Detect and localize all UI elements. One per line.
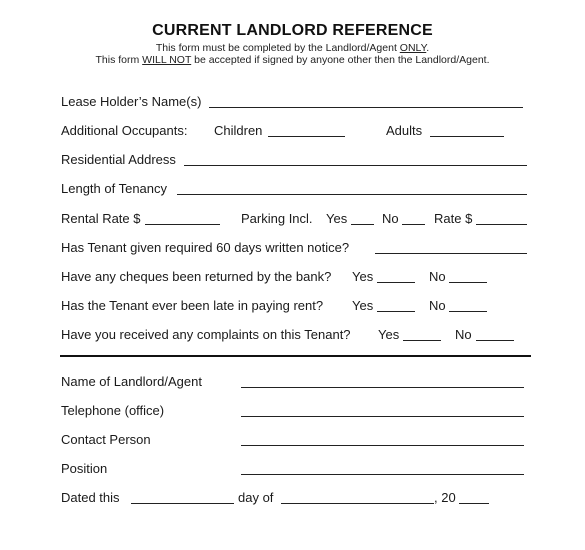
complaints-no-label: No <box>455 327 472 342</box>
lease-holder-field[interactable] <box>209 94 523 108</box>
complaints-no-line <box>476 340 514 341</box>
late-rent-question-label: Has the Tenant ever been late in paying rent? <box>61 298 324 313</box>
cheques-no-line <box>449 282 487 283</box>
complaints-yes-field[interactable] <box>403 327 441 341</box>
year-prefix-label: , 20 <box>434 490 456 505</box>
position-line <box>241 474 524 475</box>
parking-no-line <box>402 224 425 225</box>
parking-yes-line <box>351 224 374 225</box>
complaints-no-field[interactable] <box>476 327 514 341</box>
adults-label: Adults <box>386 123 423 138</box>
children-label: Children <box>214 123 263 138</box>
landlord-name-line <box>241 387 524 388</box>
row-position <box>0 461 585 477</box>
dated-year-line <box>459 503 489 504</box>
additional-occupants-label: Additional Occupants: <box>61 123 188 138</box>
form-title: CURRENT LANDLORD REFERENCE <box>152 22 433 39</box>
late-yes-label: Yes <box>352 298 374 313</box>
contact-person-field[interactable] <box>241 432 524 446</box>
row-dated <box>0 490 585 506</box>
row-residential-address <box>0 152 585 168</box>
rental-rate-field[interactable] <box>145 211 220 225</box>
dated-month-field[interactable] <box>281 490 434 504</box>
instruction-1-text: This form must be completed by the Landlord/Agent <box>155 42 400 54</box>
late-yes-line <box>377 311 415 312</box>
parking-rate-field[interactable] <box>476 211 527 225</box>
cheques-yes-line <box>377 282 415 283</box>
row-lease-holder <box>0 94 585 110</box>
row-complaints <box>0 327 585 343</box>
form-instruction-2 <box>0 54 585 66</box>
parking-no-field[interactable] <box>402 211 425 225</box>
parking-rate-line <box>476 224 527 225</box>
row-cheques <box>0 269 585 285</box>
position-label: Position <box>61 461 108 476</box>
contact-person-line <box>241 445 524 446</box>
row-notice <box>0 240 585 256</box>
children-field[interactable] <box>268 123 345 137</box>
dated-day-field[interactable] <box>131 490 234 504</box>
notice-question-label: Has Tenant given required 60 days written notice? <box>61 240 350 255</box>
parking-incl-label: Parking Incl. <box>241 211 313 226</box>
instruction-2-emphasis: WILL NOT <box>142 54 192 66</box>
cheques-no-field[interactable] <box>449 269 487 283</box>
residential-address-line <box>184 165 527 166</box>
section-divider <box>60 355 531 357</box>
form-instruction-1 <box>0 42 585 54</box>
lease-holder-line <box>209 107 523 108</box>
late-yes-field[interactable] <box>377 298 415 312</box>
telephone-line <box>241 416 524 417</box>
length-of-tenancy-label: Length of Tenancy <box>61 181 168 196</box>
complaints-yes-label: Yes <box>378 327 400 342</box>
late-no-line <box>449 311 487 312</box>
rental-rate-line <box>145 224 220 225</box>
complaints-question-label: Have you received any complaints on this Tenant? <box>61 327 351 342</box>
residential-address-field[interactable] <box>184 152 527 166</box>
dated-month-line <box>281 503 434 504</box>
cheques-no-label: No <box>429 269 446 284</box>
lease-holder-label: Lease Holder’s Name(s) <box>61 94 202 109</box>
instruction-2-end: be accepted if signed by anyone other then the Landlord/Agent. <box>191 54 490 66</box>
position-field[interactable] <box>241 461 524 475</box>
cheques-yes-field[interactable] <box>377 269 415 283</box>
children-line <box>268 136 345 137</box>
row-rental-rate <box>0 211 585 227</box>
length-of-tenancy-field[interactable] <box>177 181 527 195</box>
length-of-tenancy-line <box>177 194 527 195</box>
adults-field[interactable] <box>430 123 504 137</box>
row-length-of-tenancy <box>0 181 585 197</box>
instruction-1-emphasis: ONLY <box>399 42 427 54</box>
row-late-rent <box>0 298 585 314</box>
notice-field[interactable] <box>375 240 527 254</box>
cheques-question-label: Have any cheques been returned by the bank? <box>61 269 332 284</box>
rental-rate-label: Rental Rate $ <box>61 211 141 226</box>
parking-no-label: No <box>382 211 399 226</box>
instruction-1-end: . <box>426 42 430 54</box>
residential-address-label: Residential Address <box>61 152 176 167</box>
landlord-name-field[interactable] <box>241 374 524 388</box>
dated-day-line <box>131 503 234 504</box>
notice-line <box>375 253 527 254</box>
row-telephone <box>0 403 585 419</box>
dated-this-label: Dated this <box>61 490 120 505</box>
row-landlord-name <box>0 374 585 390</box>
late-no-field[interactable] <box>449 298 487 312</box>
telephone-label: Telephone (office) <box>61 403 165 418</box>
adults-line <box>430 136 504 137</box>
cheques-yes-label: Yes <box>352 269 374 284</box>
late-no-label: No <box>429 298 446 313</box>
instruction-2-text: This form <box>95 54 143 66</box>
telephone-field[interactable] <box>241 403 524 417</box>
complaints-yes-line <box>403 340 441 341</box>
contact-person-label: Contact Person <box>61 432 151 447</box>
day-of-label: day of <box>238 490 274 505</box>
parking-rate-label: Rate $ <box>434 211 473 226</box>
dated-year-field[interactable] <box>459 490 489 504</box>
parking-yes-field[interactable] <box>351 211 374 225</box>
parking-yes-label: Yes <box>326 211 348 226</box>
row-contact-person <box>0 432 585 448</box>
row-additional-occupants <box>0 123 585 139</box>
landlord-name-label: Name of Landlord/Agent <box>61 374 202 389</box>
